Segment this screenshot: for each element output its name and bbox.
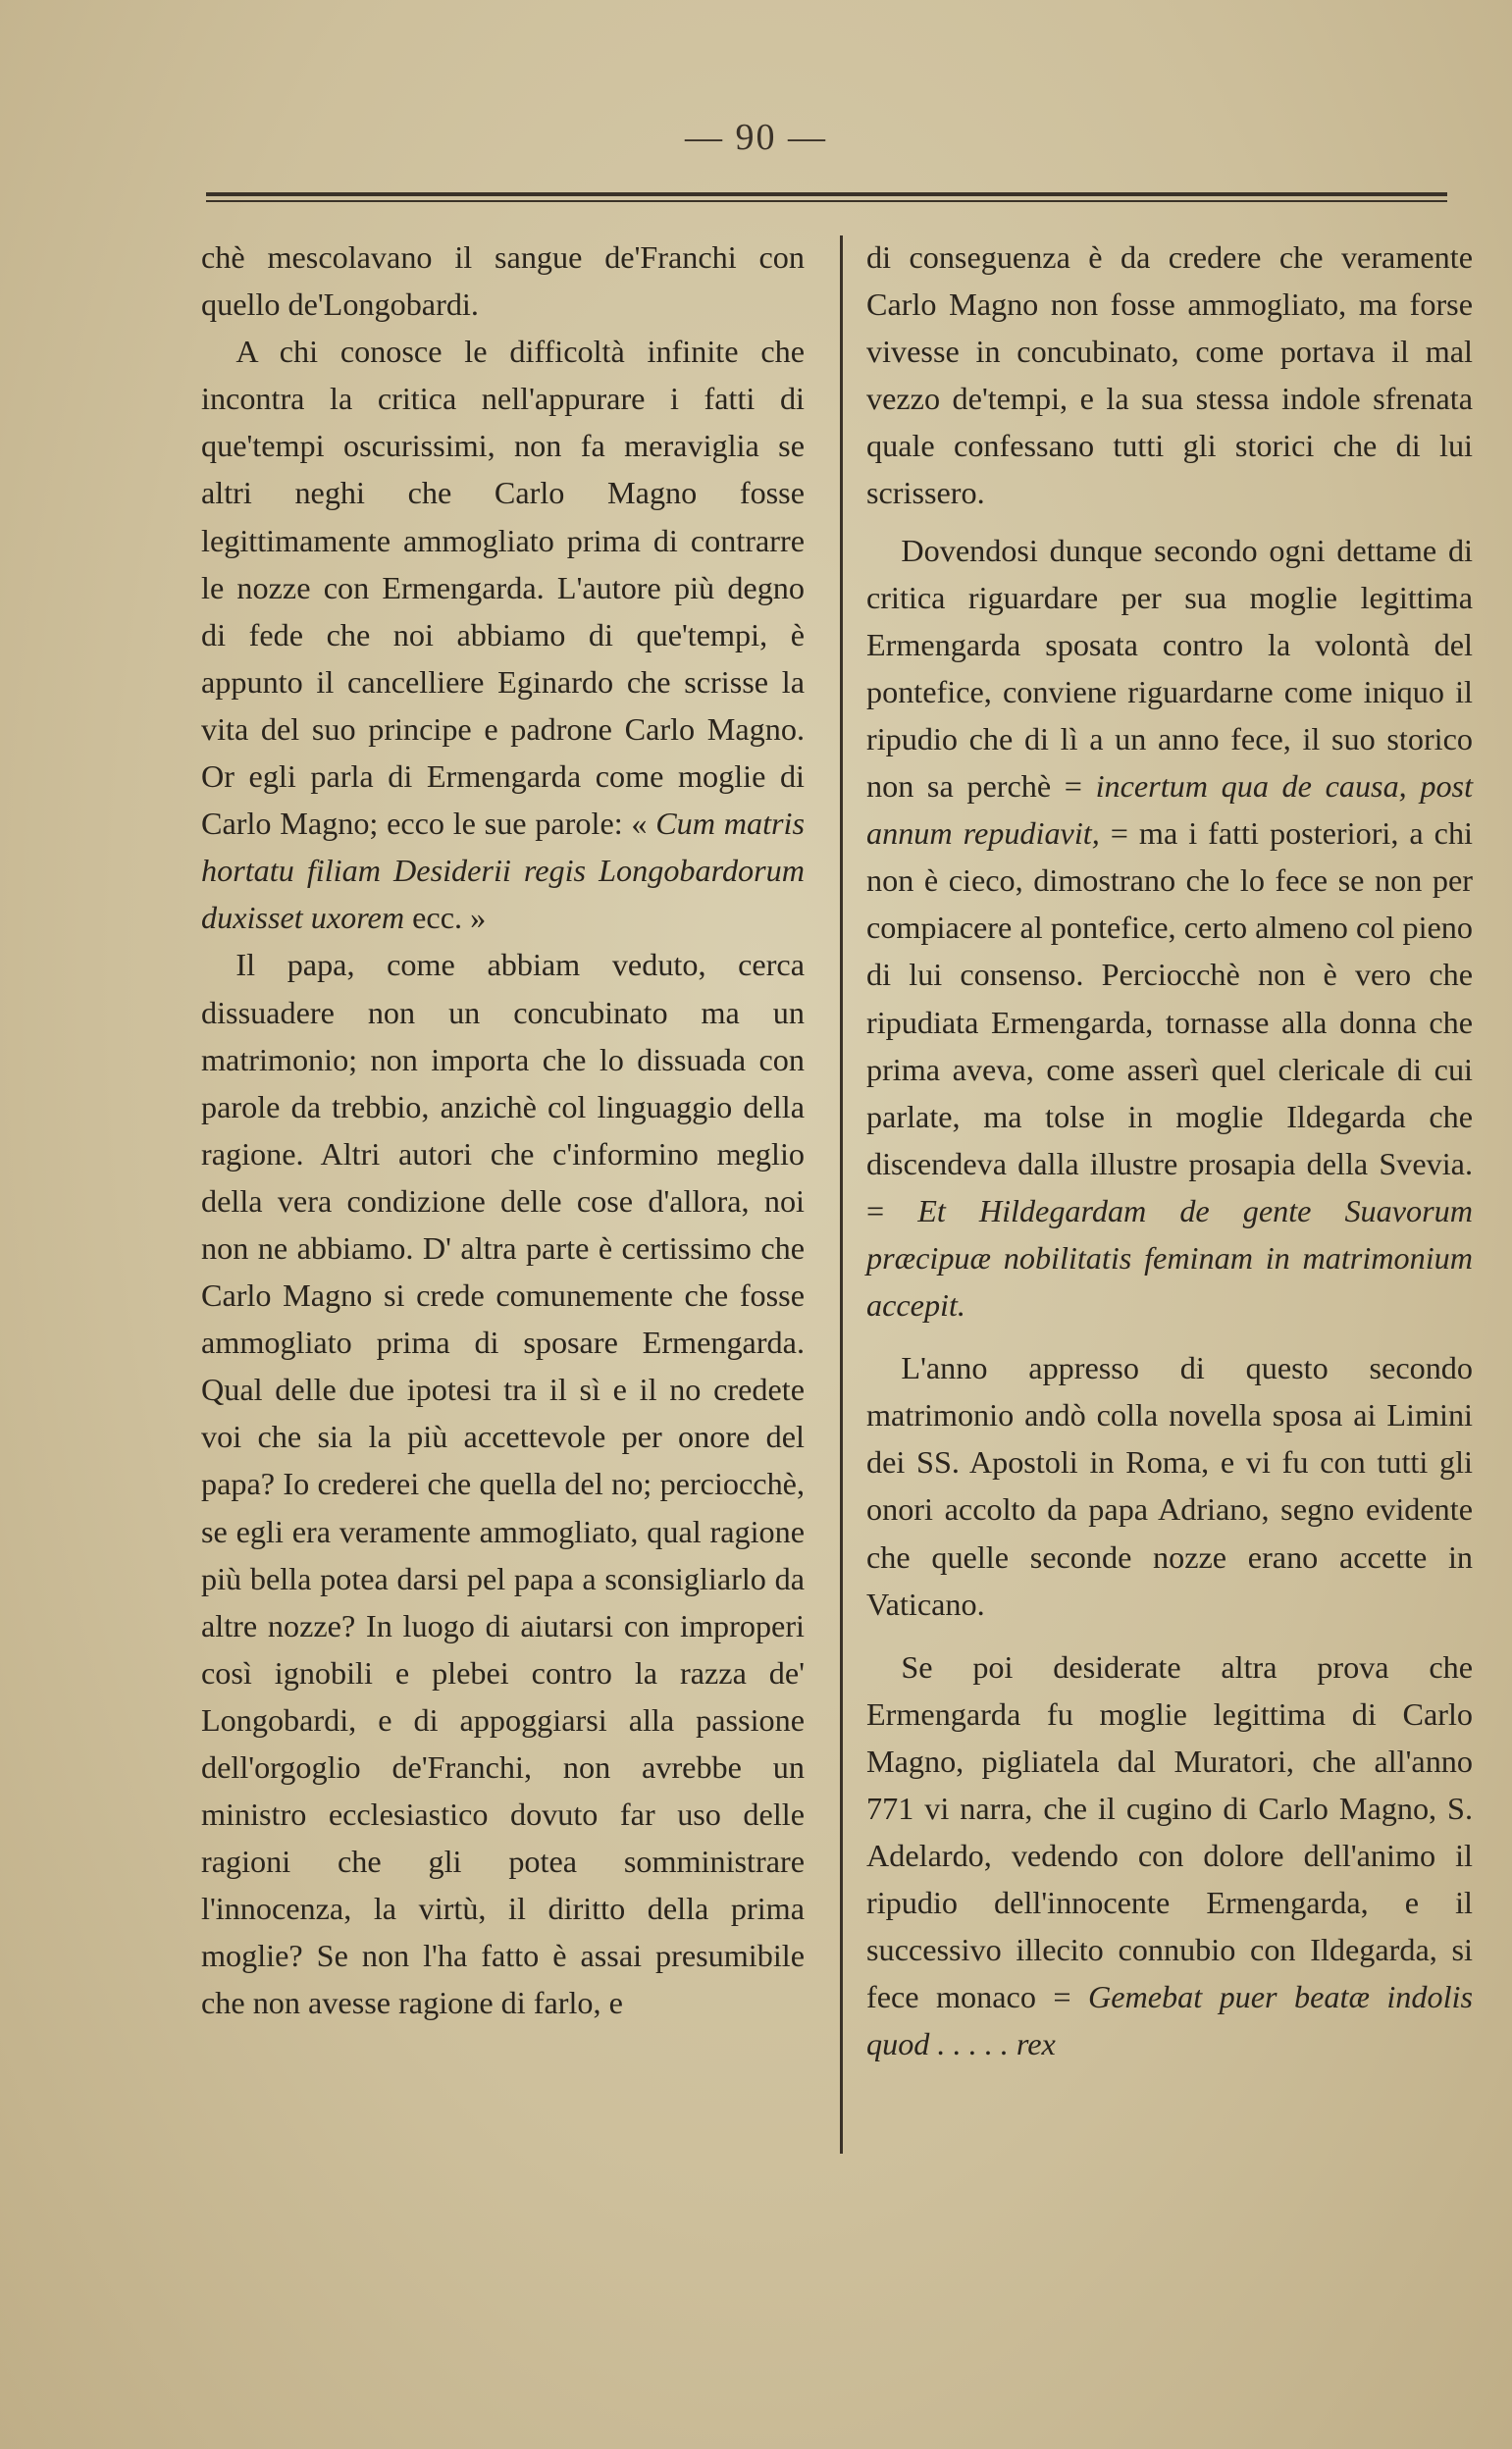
header-rule xyxy=(206,192,1447,202)
right-paragraph-3: L'anno appresso di questo secondo matrimonio andò colla novella sposa ai Limini dei SS. Apostoli in Roma, e vi fu con tutti gli onori accolto da papa Adriano, segno evidente che quelle seconde nozze erano accette in Vaticano. xyxy=(866,1350,1473,1622)
right-column xyxy=(866,234,1473,2068)
left-paragraph-2-text-b: ecc. » xyxy=(404,900,487,936)
column-divider xyxy=(840,235,843,2154)
right-paragraph-1: di conseguenza è da credere che veramente Carlo Magno non fosse ammogliato, ma forse vivesse in concubinato, come portava il mal vezzo de'tempi, e la sua stessa indole sfrenata quale confessano tutti gli storici che di lui scrissero. xyxy=(866,239,1473,511)
right-paragraph-4 xyxy=(866,1643,1473,2068)
left-paragraph-2 xyxy=(201,328,805,941)
left-paragraph-2-text-a: A chi conosce le difficoltà infinite che incontra la critica nell'appurare i fatti di que'tempi oscurissimi, non fa meraviglia se altri neghi che Carlo Magno fosse legittimamente ammogliato prima di contrarre le nozze con Ermengarda. L'autore più degno di fede che noi abbiamo di que'tempi, è appunto il cancelliere Eginardo che scrisse la vita del suo principe e padrone Carlo Magno. Or egli parla di Ermengarda come moglie di Carlo Magno; ecco le sue parole: « xyxy=(201,334,805,842)
left-paragraph-2-latin-quote: Cum matris hortatu filiam Desiderii regis Longobardorum duxisset uxorem xyxy=(201,806,806,936)
page-number: — 90 — xyxy=(685,117,827,158)
right-paragraph-2 xyxy=(866,527,1473,1329)
right-paragraph-4-text-a: Se poi desiderate altra prova che Ermengarda fu moglie legittima di Carlo Magno, pigliatela dal Muratori, che all'anno 771 vi narra, che il cugino di Carlo Magno, S. Adelardo, vedendo con dolore dell'animo il ripudio dell'innocente Ermengarda, e il successivo illecito connubio con Ildegarda, si fece monaco = xyxy=(866,1648,1473,2015)
right-paragraph-4-latin-quote: Gemebat puer beatæ indolis quod . . . . . rex xyxy=(866,1979,1473,2062)
left-paragraph-3: Il papa, come abbiam veduto, cerca dissuadere non un concubinato ma un matrimonio; non importa che lo dissuada con parole da trebbio, anzichè col linguaggio della ragione. Altri autori che c'informino meglio della vera condizione delle cose d'allora, noi non ne abbiamo. D' altra parte è certissimo che Carlo Magno si crede comunemente che fosse ammogliato prima di sposare Ermengarda. Qual delle due ipotesi tra il sì e il no credete voi che sia la più accettevole per onore del papa? Io crederei che quella del no; perciocchè, se egli era veramente ammogliato, qual ragione più bella potea darsi pel papa a sconsigliarlo da altre nozze? In luogo di aiutarsi con improperi così ignobili e plebei contro la razza de' Longobardi, e di appoggiarsi alla passione dell'orgoglio de'Franchi, non avrebbe un ministro ecclesiastico dovuto far uso delle ragioni che gli potea somministrare l'innocenza, la virtù, il diritto della prima moglie? Se non l'ha fatto è assai presumibile che non avesse ragione di farlo, e xyxy=(201,947,805,2021)
right-paragraph-2-latin-quote-2: Et Hildegardam de gente Suavorum præcipuæ nobilitatis feminam in matrimonium accepit. xyxy=(866,1192,1473,1324)
right-paragraph-2-text-b: = ma i fatti posteriori, a chi non è cieco, dimostrano che lo fece se non per compiacere al pontefice, certo almeno col pieno di lui consenso. Perciocchè non è vero che ripudiata Ermengarda, tornasse alla donna che prima aveva, come asserì quel clericale di cui parlate, ma tolse in moglie Ildegarda che discendeva dalla illustre prosapia della Svevia. = xyxy=(866,815,1473,1228)
right-paragraph-2-text-a: Dovendosi dunque secondo ogni dettame di critica riguardare per sua moglie legittima Ermengarda sposata contro la volontà del pontefice, conviene riguardarne come iniquo il ripudio che di lì a un anno fece, il suo storico non sa perchè = xyxy=(866,532,1473,805)
right-paragraph-2-latin-quote-1: incertum qua de causa, post annum repudiavit, xyxy=(866,768,1474,852)
left-column xyxy=(201,234,805,2027)
left-paragraph-1: chè mescolavano il sangue de'Franchi con quello de'Longobardi. xyxy=(201,239,805,323)
